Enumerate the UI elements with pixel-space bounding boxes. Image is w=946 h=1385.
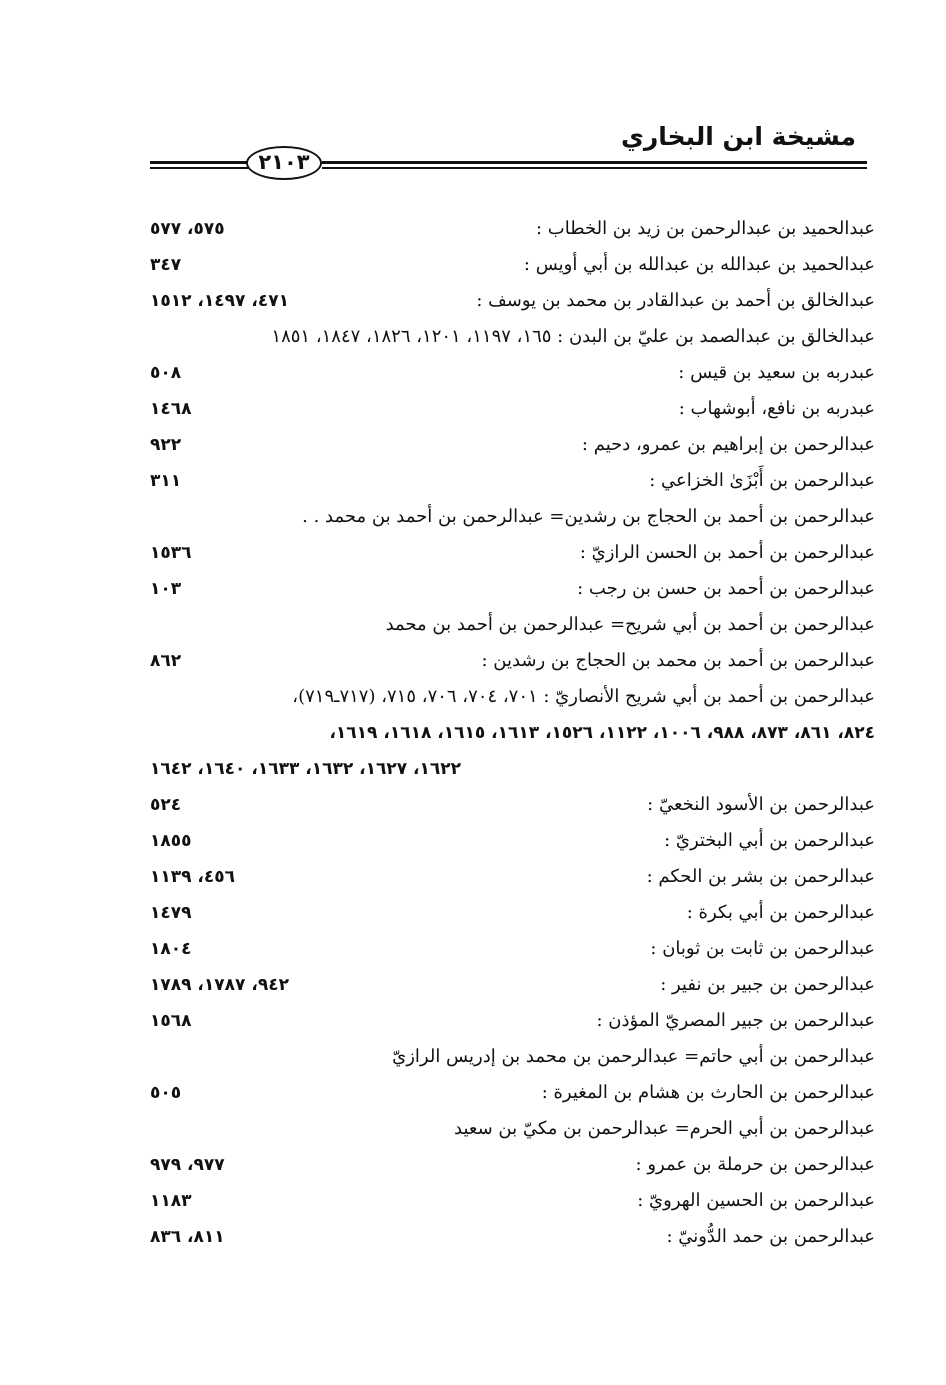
entry-references: ١٥٦٨ (150, 1011, 192, 1031)
index-entry (150, 283, 875, 319)
entry-references: ٩٧٧، ٩٧٩ (150, 1155, 225, 1175)
entry-references-continued: ٨٢٤، ٨٦١، ٨٧٣، ٩٨٨، ١٠٠٦، ١١٢٢، ١٥٢٦، ١٦١٣، ١٦١٥، ١٦١٨، ١٦١٩، (329, 723, 875, 743)
entry-name: عبدالرحمن بن أَبْزَىٰ الخزاعي : (649, 470, 875, 491)
index-entry (150, 895, 875, 931)
index-entry (150, 499, 875, 535)
index-entry (150, 787, 875, 823)
entry-name: عبدالرحمن بن حمد الدُّونيّ : (666, 1226, 875, 1247)
index-entry (150, 859, 875, 895)
index-entry (150, 607, 875, 643)
index-entry (150, 643, 875, 679)
index-entry (150, 967, 875, 1003)
entry-name: عبدالرحمن بن أحمد بن حسن بن رجب : (577, 578, 875, 599)
running-header-title: مشيخة ابن البخاري (620, 122, 856, 151)
entry-name: عبدالرحمن بن الحسين الهرويّ : (637, 1190, 875, 1211)
entry-name: عبدالرحمن بن حرملة بن عمرو : (635, 1154, 875, 1175)
entry-name: عبدالرحمن بن أحمد بن محمد بن الحجاج بن رشدين : (481, 650, 875, 671)
index-entries (150, 211, 875, 1255)
entry-references: ٣٤٧ (150, 255, 182, 275)
index-entry (150, 1111, 875, 1147)
entry-name: عبدالرحمن بن أبي حاتم= عبدالرحمن بن محمد بن إدريس الرازيّ (392, 1046, 875, 1067)
index-entry (150, 1039, 875, 1075)
entry-name: عبدالخالق بن أحمد بن عبدالقادر بن محمد بن يوسف : (476, 290, 875, 311)
entry-name: عبدالرحمن بن أحمد بن الحجاج بن رشدين= عبدالرحمن بن أحمد بن محمد . . (302, 506, 875, 527)
header-rule-right (322, 150, 867, 180)
index-entry (150, 247, 875, 283)
index-entry (150, 463, 875, 499)
header-rule-left (150, 150, 248, 180)
index-entry (150, 391, 875, 427)
index-entry (150, 1003, 875, 1039)
entry-name: عبدالرحمن بن جبير بن نفير : (660, 974, 875, 995)
index-entry (150, 427, 875, 463)
entry-references: ١٤٧٩ (150, 903, 192, 923)
entry-references: ٥٠٥ (150, 1083, 182, 1103)
entry-references: ٤٥٦، ١١٣٩ (150, 867, 236, 887)
entry-references: ٥٢٤ (150, 795, 182, 815)
index-entry (150, 319, 875, 355)
index-entry (150, 1075, 875, 1111)
entry-name: عبدالرحمن بن أبي الحرم= عبدالرحمن بن مكيّ بن سعيد (454, 1118, 875, 1139)
index-entry (150, 571, 875, 607)
entry-references: ١٨٥٥ (150, 831, 192, 851)
entry-references: ٨١١، ٨٣٦ (150, 1227, 225, 1247)
entry-name: عبدالرحمن بن أبي البختريّ : (664, 830, 875, 851)
index-entry (150, 715, 875, 751)
entry-references: ٤٧١، ١٤٩٧، ١٥١٢ (150, 291, 289, 311)
entry-references: ١١٨٣ (150, 1191, 192, 1211)
index-entry (150, 1219, 875, 1255)
entry-name: عبدالرحمن بن ثابت بن ثوبان : (650, 938, 875, 959)
entry-name: عبدالرحمن بن إبراهيم بن عمرو، دحيم : (581, 434, 875, 455)
index-entry (150, 751, 875, 787)
entry-references: ٨٦٢ (150, 651, 182, 671)
entry-name: عبدربه بن نافع، أبوشهاب : (678, 398, 875, 419)
entry-name: عبدالرحمن بن أحمد بن أبي شريح= عبدالرحمن بن أحمد بن محمد (385, 614, 875, 635)
entry-references: ٩٢٢ (150, 435, 182, 455)
entry-references: ٥٧٥، ٥٧٧ (150, 219, 225, 239)
entry-references: ٥٠٨ (150, 363, 182, 383)
entry-references: ١٤٦٨ (150, 399, 192, 419)
entry-name: عبدالرحمن بن أبي بكرة : (686, 902, 875, 923)
entry-name: عبدالحميد بن عبدالرحمن بن زيد بن الخطاب : (536, 218, 875, 239)
index-entry (150, 211, 875, 247)
index-entry (150, 679, 875, 715)
index-entry (150, 823, 875, 859)
entry-name: عبدالرحمن بن الأسود النخعيّ : (647, 794, 875, 815)
index-entry (150, 1147, 875, 1183)
index-entry (150, 931, 875, 967)
index-entry (150, 535, 875, 571)
entry-name: عبدالرحمن بن جبير المصريّ المؤذن : (596, 1010, 875, 1031)
entry-references-continued: ١٦٢٢، ١٦٢٧، ١٦٣٢، ١٦٣٣، ١٦٤٠، ١٦٤٢ (150, 759, 462, 779)
entry-name: عبدالرحمن بن أحمد بن أبي شريح الأنصاريّ : ٧٠١، ٧٠٤، ٧٠٦، ٧١٥، (٧١٧ـ٧١٩)، (292, 686, 875, 707)
entry-name: عبدالرحمن بن أحمد بن الحسن الرازيّ : (579, 542, 875, 563)
entry-references: ١٥٣٦ (150, 543, 192, 563)
entry-name: عبدربه بن سعيد بن قيس : (678, 362, 875, 383)
entry-references: ٣١١ (150, 471, 182, 491)
entry-references: ١٠٣ (150, 579, 182, 599)
entry-name: عبدالحميد بن عبدالله بن عبدالله بن أبي أويس : (523, 254, 875, 275)
entry-name: عبدالرحمن بن الحارث بن هشام بن المغيرة : (541, 1082, 875, 1103)
entry-name: عبدالخالق بن عبدالصمد بن عليّ بن البدن : ١٦٥، ١١٩٧، ١٢٠١، ١٨٢٦، ١٨٤٧، ١٨٥١ (271, 326, 875, 347)
index-entry (150, 1183, 875, 1219)
index-entry (150, 355, 875, 391)
entry-name: عبدالرحمن بن بشر بن الحكم : (646, 866, 875, 887)
entry-references: ١٨٠٤ (150, 939, 192, 959)
page-number: ٢١٠٣ (246, 146, 322, 180)
entry-references: ٩٤٢، ١٧٨٧، ١٧٨٩ (150, 975, 289, 995)
